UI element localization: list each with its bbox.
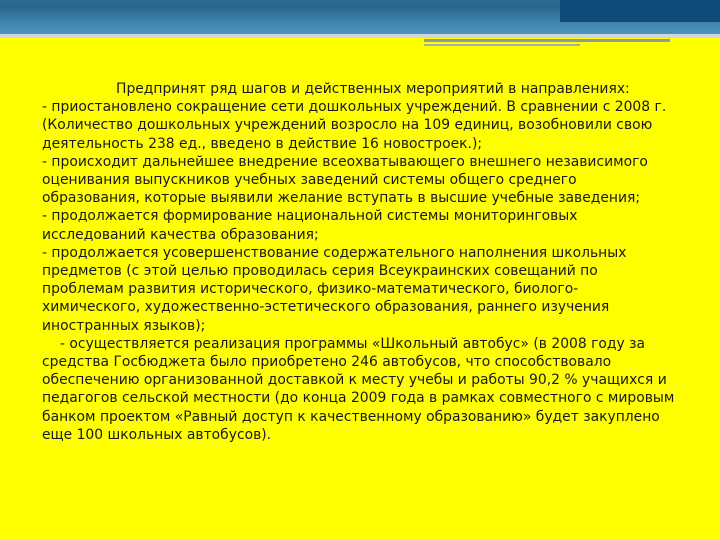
text-line: деятельность 238 ед., введено в действие 16 новостроек.); xyxy=(42,135,483,152)
accent-bar-secondary xyxy=(424,44,580,46)
header-divider xyxy=(0,34,720,38)
text-line: иностранных языков); xyxy=(42,317,206,334)
text-line: химического, художественно-эстетического образования, раннего изучения xyxy=(42,299,610,316)
text-line: предметов (с этой целью проводилась серия Всеукраинских совещаний по xyxy=(42,263,598,280)
text-line: обеспечению организованной доставкой к месту учебы и работы 90,2 % учащихся и xyxy=(42,372,667,389)
text-line: банком проектом «Равный доступ к качественному образованию» будет закуплено xyxy=(42,408,660,425)
text-line: (Количество дошкольных учреждений возросло на 109 единиц, возобновили свою xyxy=(42,117,653,134)
text-line: - происходит дальнейшее внедрение всеохватывающего внешнего независимого xyxy=(42,153,648,170)
text-line: оценивания выпускников учебных заведений системы общего среднего xyxy=(42,172,577,189)
text-line: - продолжается усовершенствование содержательного наполнения школьных xyxy=(42,244,627,261)
header-right-tab xyxy=(560,0,720,22)
slide-body xyxy=(42,80,702,444)
text-line: образования, которые выявили желание вступать в высшие учебные заведения; xyxy=(42,190,641,207)
text-line: - продолжается формирование национальной системы мониторинговых xyxy=(42,208,578,225)
text-line: - осуществляется реализация программы «Школьный автобус» (в 2008 году за xyxy=(60,335,646,352)
text-line: средства Госбюджета было приобретено 246 автобусов, что способствовало xyxy=(42,354,612,371)
text-line: проблемам развития исторического, физико-математического, биолого- xyxy=(42,281,579,298)
text-line: еще 100 школьных автобусов). xyxy=(42,426,272,443)
text-line: педагогов сельской местности (до конца 2009 года в рамках совместного с мировым xyxy=(42,390,675,407)
accent-bar xyxy=(424,39,670,42)
text-line: исследований качества образования; xyxy=(42,226,319,243)
text-line: - приостановлено сокращение сети дошкольных учреждений. В сравнении с 2008 г. xyxy=(42,99,667,116)
intro-line: Предпринят ряд шагов и действенных мероприятий в направлениях: xyxy=(116,81,630,97)
